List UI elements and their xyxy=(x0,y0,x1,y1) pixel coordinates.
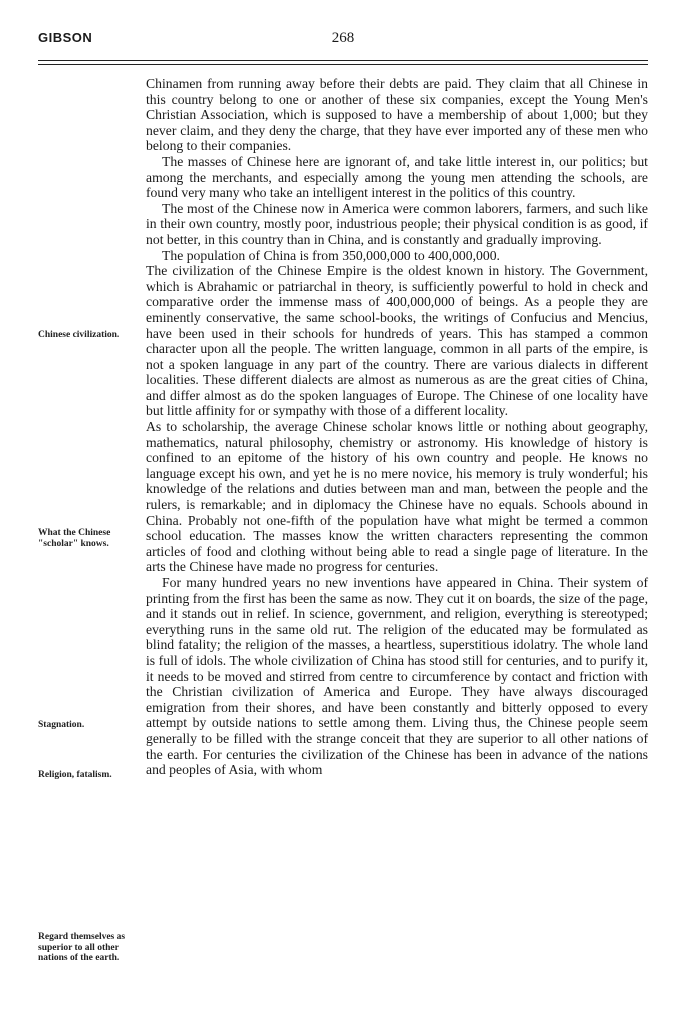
header-rule-bottom xyxy=(38,64,648,65)
paragraph: The civilization of the Chinese Empire is the oldest known in history. The Government, which is Abrahamic or patriarchal in theory, is sufficiently powerful to hold in check and comparative order the immense mass of 400,000,000 of beings. As a people they are eminently conservative, the same school-books, the writings of Confucius and Mencius, have been used in their schools for hundreds of years. This has stamped a common character upon all the people. The written language, common in all parts of the empire, is not a spoken language in any part of the country. There are various dialects in different localities. These different dialects are almost as numerous as are the great cities of China, and differ almost as do the spoken languages of Europe. The Chinese of one locality have but little affinity for or sympathy with those of a different locality. xyxy=(146,263,648,419)
running-head: GIBSON xyxy=(38,30,93,45)
paragraph: The population of China is from 350,000,000 to 400,000,000. xyxy=(162,247,500,263)
body-text xyxy=(146,76,648,778)
page-header xyxy=(38,30,648,50)
paragraph: As to scholarship, the average Chinese scholar knows little or nothing about geography, mathematics, natural philosophy, chemistry or astronomy. His knowledge of history is confined to an epitome of the history of his own country and people. He knows no language except his own, and yet he is no mere novice, his memory is truly wonderful; his knowledge of the relations and duties between man and man, between the people and the rulers, is remarkable; and in diplomacy the Chinese have no equals. Schools abound in China. Probably not one-fifth of the population have what might be termed a common school education. The masses know the written characters representing the common articles of food and clothing without being able to read a single page of literature. In the arts the Chinese have made no progress for centuries. xyxy=(146,419,648,575)
sidenote-stagnation: Stagnation. xyxy=(38,720,85,730)
paragraph: Chinamen from running away before their debts are paid. They claim that all Chinese in this country belong to one or another of these six companies, except the Young Men's Christian Association, which is supposed to have a membership of about 1,000; but they never claim, and they deny the charge, that they have ever imported any of these men who belong to their companies. xyxy=(146,76,648,154)
paragraph: The masses of Chinese here are ignorant of, and take little interest in, our politics; but among the merchants, and especially among the young men attending the schools, are found very many who take an intelligent interest in the politics of this country. xyxy=(146,153,648,201)
paragraph: For many hundred years no new inventions have appeared in China. Their system of printing from the first has been the same as now. They cut it on boards, the size of the page, and it stands out in relief. In science, government, and religion, everything is stereotyped; everything runs in the same old rut. The religion of the educated may be formulated as blind fatality; the religion of the masses, a heartless, superstitious idolatry. The whole land is full of idols. The whole civilization of China has stood still for centuries, and to purify it, it needs to be moved and stirred from centre to circumference by contact and friction with the Christian civilization of America and Europe. They have always discouraged emigration from their shores, and have been constantly and bitterly opposed to every attempt by outside nations to settle among them. Living thus, the Chinese people seem generally to be filled with the strange conceit that they are superior to all other nations of the earth. For centuries the civilization of the Chinese has been in advance of the nations and peoples of Asia, with whom xyxy=(146,575,648,778)
paragraph: The most of the Chinese now in America were common laborers, farmers, and such like in their own country, mostly poor, industrious people; their physical condition is as good, if not better, in this country than in China, and is constantly and gradually improving. xyxy=(146,200,648,247)
page-number: 268 xyxy=(331,30,355,46)
sidenote-regard-superior: Regard themselves as superior to all other nations of the earth. xyxy=(38,932,126,963)
sidenote-religion-fatalism: Religion, fatalism. xyxy=(38,770,112,780)
sidenote-chinese-civilization: Chinese civilization. xyxy=(38,330,120,340)
sidenote-scholar-knows: What the Chinese "scholar" knows. xyxy=(38,528,111,549)
header-rule-top xyxy=(38,60,648,61)
